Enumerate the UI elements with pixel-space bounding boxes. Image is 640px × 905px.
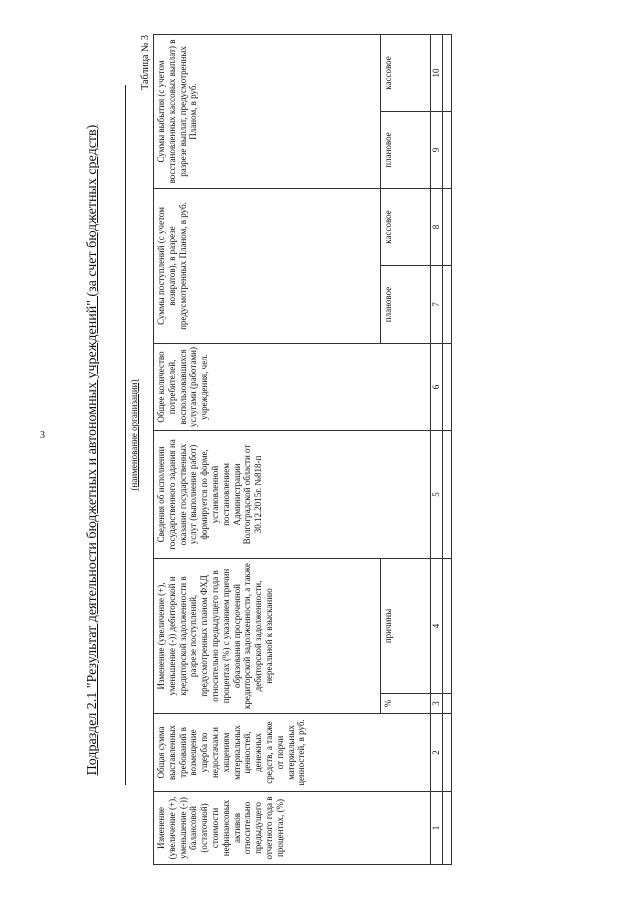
column-number: 10 (431, 34, 443, 111)
col-3-4-header: Изменение (увеличение (+), уменьшение (-)) дебиторской и кредиторской задолженности в разрезе поступлений, предусмотренных планом ФХД относительно предыдущего года в процентах (%) с указанием причин образования просроченной кредиторской задолженности, а также дебиторской задолженности, нереальной к взысканию (154, 558, 381, 713)
results-table (153, 34, 452, 865)
table-label: Таблица № 3 (140, 35, 151, 90)
col-5-header: Сведения об исполнении государственного задания на оказание государственных услуг (выполнение работ) формируется по форме, установленной постановлением Администрации Волгоградской области от 30.12.2015г. №818-п (154, 430, 431, 558)
col-10-subheader: кассовое (381, 34, 431, 111)
data-cell[interactable] (442, 111, 451, 188)
header-row-1 (154, 34, 381, 864)
col-9-10-header: Суммы выбытия (с учетом восстановленных кассовых выплат) в разрезе выплат, предусмотренных Планом, в руб. (154, 34, 381, 188)
column-number-row (431, 34, 443, 864)
subsection-title: Подраздел 2.1 "Результат деятельности бюджетных и автономных учреждений" (за счет бюджетных средств) (85, 124, 100, 776)
col-6-header: Общее количество потребителей, воспользовавшихся услугами (работами) учреждения, чел. (154, 343, 431, 430)
column-number: 5 (431, 430, 443, 558)
column-number: 1 (431, 792, 443, 865)
data-cell[interactable] (442, 714, 451, 792)
column-number: 9 (431, 111, 443, 188)
data-cell[interactable] (442, 265, 451, 343)
data-cell[interactable] (442, 792, 451, 865)
data-row-empty (442, 34, 451, 864)
organization-caption: (наименование организации) (129, 379, 139, 491)
col-2-header: Общая сумма выставленных требований в возмещение ущерба по недостачам и хищениям материальных ценностей, денежных средств, а также от порчи материальных ценностей, в руб. (154, 714, 431, 792)
col-7-subheader: плановое (381, 265, 431, 343)
rotated-page (75, 35, 575, 865)
column-number: 4 (431, 558, 443, 693)
column-number: 2 (431, 714, 443, 792)
data-cell[interactable] (442, 694, 451, 714)
data-cell[interactable] (442, 188, 451, 265)
col-8-subheader: кассовое (381, 188, 431, 265)
column-number: 8 (431, 188, 443, 265)
data-cell[interactable] (442, 558, 451, 693)
column-number: 3 (431, 694, 443, 714)
col-4-subheader: причины (381, 558, 431, 693)
col-1-header: Изменение (увеличение (+), уменьшение (-)) балансовой (остаточной) стоимости нефинансовых активов относительно предыдущего отчетного года в процентах, (%) (154, 792, 431, 865)
page-number: 3 (40, 430, 45, 441)
data-cell[interactable] (442, 430, 451, 558)
column-number: 6 (431, 343, 443, 430)
col-3-subheader: % (381, 694, 431, 714)
data-cell[interactable] (442, 34, 451, 111)
organization-name-line (125, 85, 126, 785)
col-9-subheader: плановое (381, 111, 431, 188)
col-7-8-header: Суммы поступлений (с учетом возвратов), в разрезе предусмотренных Планом, в руб. (154, 188, 381, 343)
data-cell[interactable] (442, 343, 451, 430)
column-number: 7 (431, 265, 443, 343)
